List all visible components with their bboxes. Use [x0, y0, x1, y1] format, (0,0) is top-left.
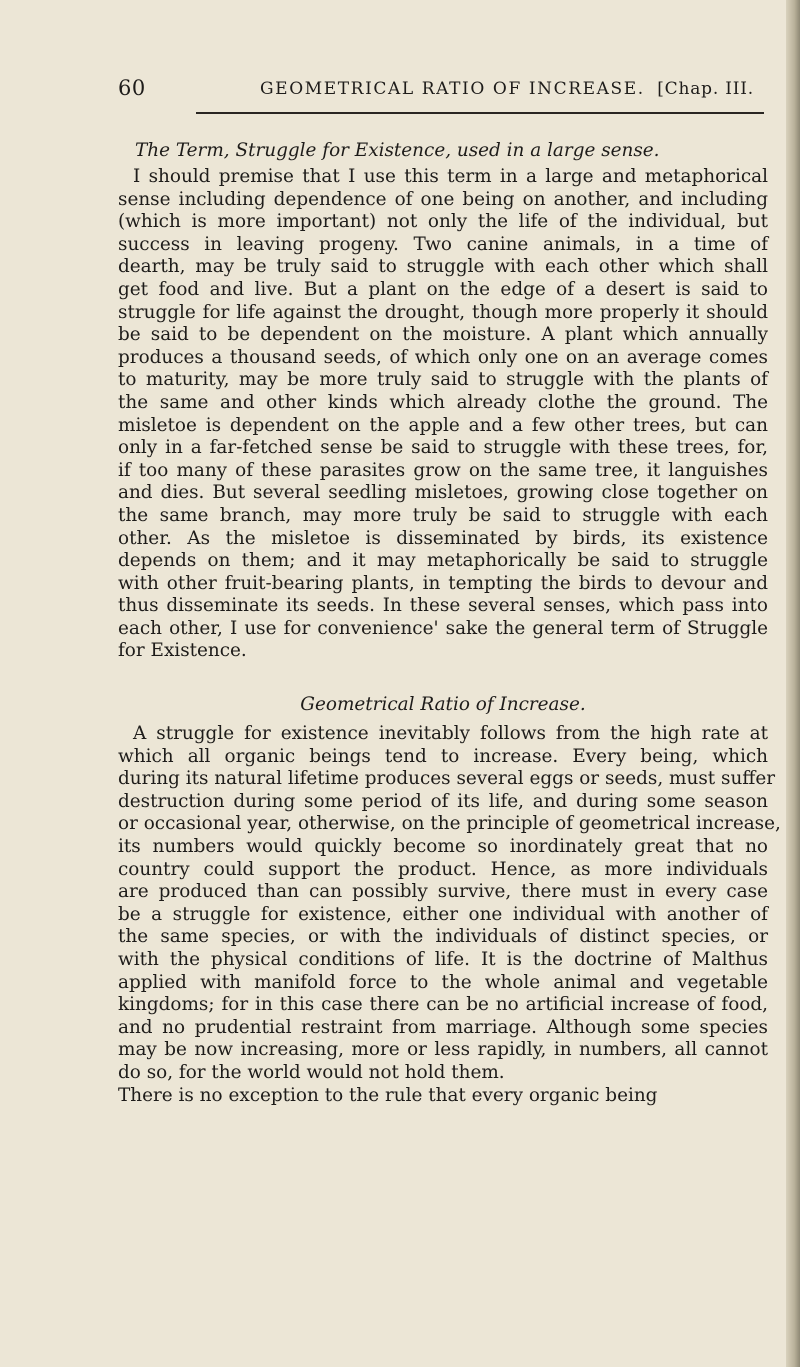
section-geometrical-ratio-paragraph	[118, 723, 781, 1107]
text-line: produces a thousand seeds, of which only one on an average comes	[118, 346, 768, 368]
text-line: and dies. But several seedling misletoes, growing close together on	[118, 482, 768, 504]
text-line: I should premise that I use this term in a large and metaphorical	[133, 166, 768, 187]
text-line: kingdoms; for in this case there can be no artificial increase of food,	[118, 994, 768, 1016]
text-line: be said to be dependent on the moisture. A plant which annually	[118, 324, 768, 346]
text-line: struggle for life against the drought, though more properly it should	[118, 301, 768, 323]
text-line: get food and live. But a plant on the edge of a desert is said to	[118, 278, 768, 300]
text-line: There is no exception to the rule that every organic being	[118, 1084, 658, 1106]
text-line: country could support the product. Hence, as more individuals	[118, 858, 768, 880]
text-line: to maturity, may be more truly said to struggle with the plants of	[118, 369, 768, 391]
text-line: misletoe is dependent on the apple and a few other trees, but can	[118, 414, 768, 436]
text-line: other. As the misletoe is disseminated by birds, its existence	[118, 527, 768, 549]
text-line: the same and other kinds which already clothe the ground. The	[118, 391, 768, 413]
page-body	[118, 136, 781, 1107]
text-line: which all organic beings tend to increase. Every being, which	[118, 745, 768, 767]
text-line: with other fruit-bearing plants, in tempting the birds to devour and	[118, 572, 768, 594]
text-line: dearth, may be truly said to struggle with each other which shall	[118, 256, 768, 278]
text-line: thus disseminate its seeds. In these several senses, which pass into	[118, 595, 768, 617]
section-heading-struggle: The Term, Struggle for Existence, used in a large sense.	[135, 140, 660, 161]
page-number: 60	[118, 76, 146, 100]
text-line: with the physical conditions of life. It is the doctrine of Malthus	[118, 949, 768, 970]
text-line: be a struggle for existence, either one individual with another of	[118, 903, 768, 925]
section-struggle-paragraph	[118, 166, 768, 663]
page-header	[118, 70, 754, 104]
text-line: for Existence.	[118, 640, 247, 662]
text-line: do so, for the world would not hold them.	[118, 1061, 505, 1083]
text-line: success in leaving progeny. Two canine animals, in a time of	[118, 233, 768, 255]
header-rule	[196, 112, 764, 114]
text-line: only in a far-fetched sense be said to struggle with these trees, for,	[118, 437, 768, 459]
page-edge-shadow	[786, 0, 800, 1367]
text-line: applied with manifold force to the whole animal and vegetable	[118, 971, 768, 993]
running-title: GEOMETRICAL RATIO OF INCREASE.	[260, 79, 645, 99]
text-line: sense including dependence of one being on another, and including	[118, 188, 768, 210]
text-line: or occasional year, otherwise, on the principle of geometrical increase,	[118, 813, 781, 835]
text-line: if too many of these parasites grow on the same tree, it languishes	[118, 459, 768, 481]
text-line: during its natural lifetime produces several eggs or seeds, must suffer	[118, 768, 776, 790]
text-line: destruction during some period of its life, and during some season	[118, 790, 768, 812]
text-line: may be now increasing, more or less rapidly, in numbers, all cannot	[118, 1039, 768, 1061]
section-heading-geometrical-ratio: Geometrical Ratio of Increase.	[300, 694, 586, 716]
text-line: the same species, or with the individuals of distinct species, or	[118, 926, 768, 948]
text-line: A struggle for existence inevitably follows from the high rate at	[133, 723, 768, 745]
text-line: the same branch, may more truly be said to struggle with each	[118, 504, 768, 526]
text-line: are produced than can possibly survive, there must in every case	[118, 881, 768, 903]
chapter-label: [Chap. III.	[657, 79, 754, 99]
text-line: depends on them; and it may metaphorically be said to struggle	[118, 550, 768, 572]
text-line: each other, I use for convenience' sake the general term of Struggle	[118, 617, 768, 639]
text-line: (which is more important) not only the life of the individual, but	[118, 211, 768, 233]
text-line: and no prudential restraint from marriage. Although some species	[118, 1016, 768, 1038]
text-line: its numbers would quickly become so inordinately great that no	[118, 836, 768, 858]
